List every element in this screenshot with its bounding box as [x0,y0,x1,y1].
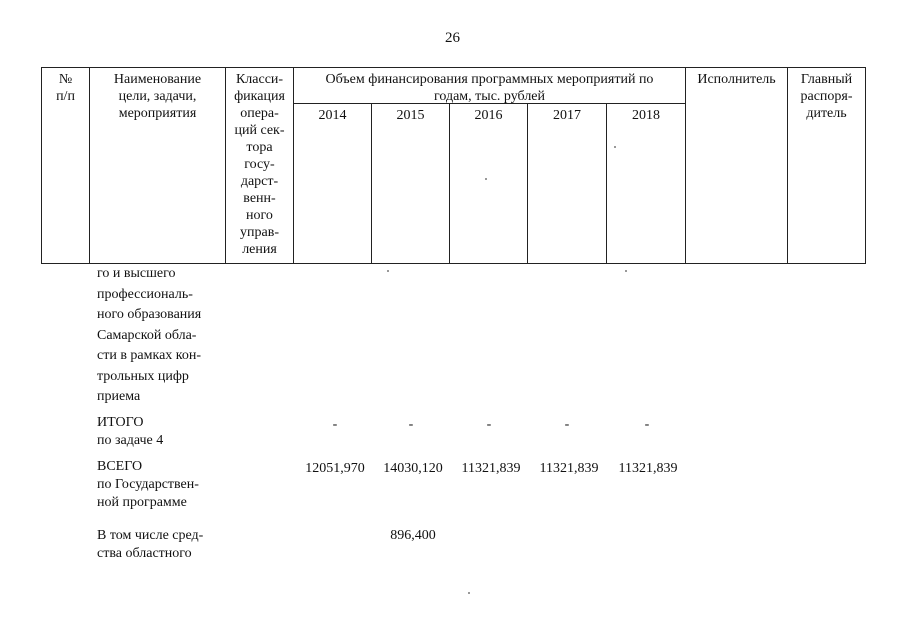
scan-speck [485,178,487,180]
scan-speck [468,592,470,594]
vsego-value-2017: 11321,839 [539,461,599,476]
vtom-value-2015: 896,400 [390,528,436,543]
continuation-text: го и высшего профессиональ- ного образования Самарской обла- сти в рамках кон- трольных цифр приема [97,266,202,404]
vsego-value-2014: 12051,970 [305,461,365,476]
itogo-value-2018: - [644,417,650,432]
itogo-value-2017: - [564,417,570,432]
page-number: 26 [445,30,460,46]
header-year-2018: 2018 [632,108,660,123]
header-col-name: Наименование цели, задачи, мероприятия [113,72,202,121]
vsego-value-2015: 14030,120 [383,461,443,476]
itogo-value-2016: - [486,417,492,432]
itogo-value-2015: - [408,417,414,432]
vsego-value-2018: 11321,839 [618,461,678,476]
scan-speck [614,146,616,148]
itogo-label: ИТОГО по задаче 4 [97,415,164,448]
scan-speck [387,270,389,272]
header-year-2017: 2017 [553,108,581,123]
header-col-classification: Класси- фикация опера- ций сек- тора госу- дарст- венн- ного управ- ления [234,72,285,257]
vsego-value-2016: 11321,839 [461,461,521,476]
header-year-2015: 2015 [396,108,425,123]
header-year-2014: 2014 [318,108,347,123]
vsego-label: ВСЕГО по Государствен- ной программе [97,459,199,510]
header-year-2016: 2016 [474,108,503,123]
scan-speck [625,270,627,272]
header-col-volume: Объем финансирования программных мероприятий по годам, тыс. рублей [325,72,654,104]
header-col-executor: Исполнитель [697,72,776,87]
vtom-label: В том числе сред- ства областного [97,528,204,561]
header-col-no: № п/п [56,72,75,104]
header-col-main-manager: Главный распоря- дитель [800,72,853,121]
itogo-value-2014: - [332,417,338,432]
